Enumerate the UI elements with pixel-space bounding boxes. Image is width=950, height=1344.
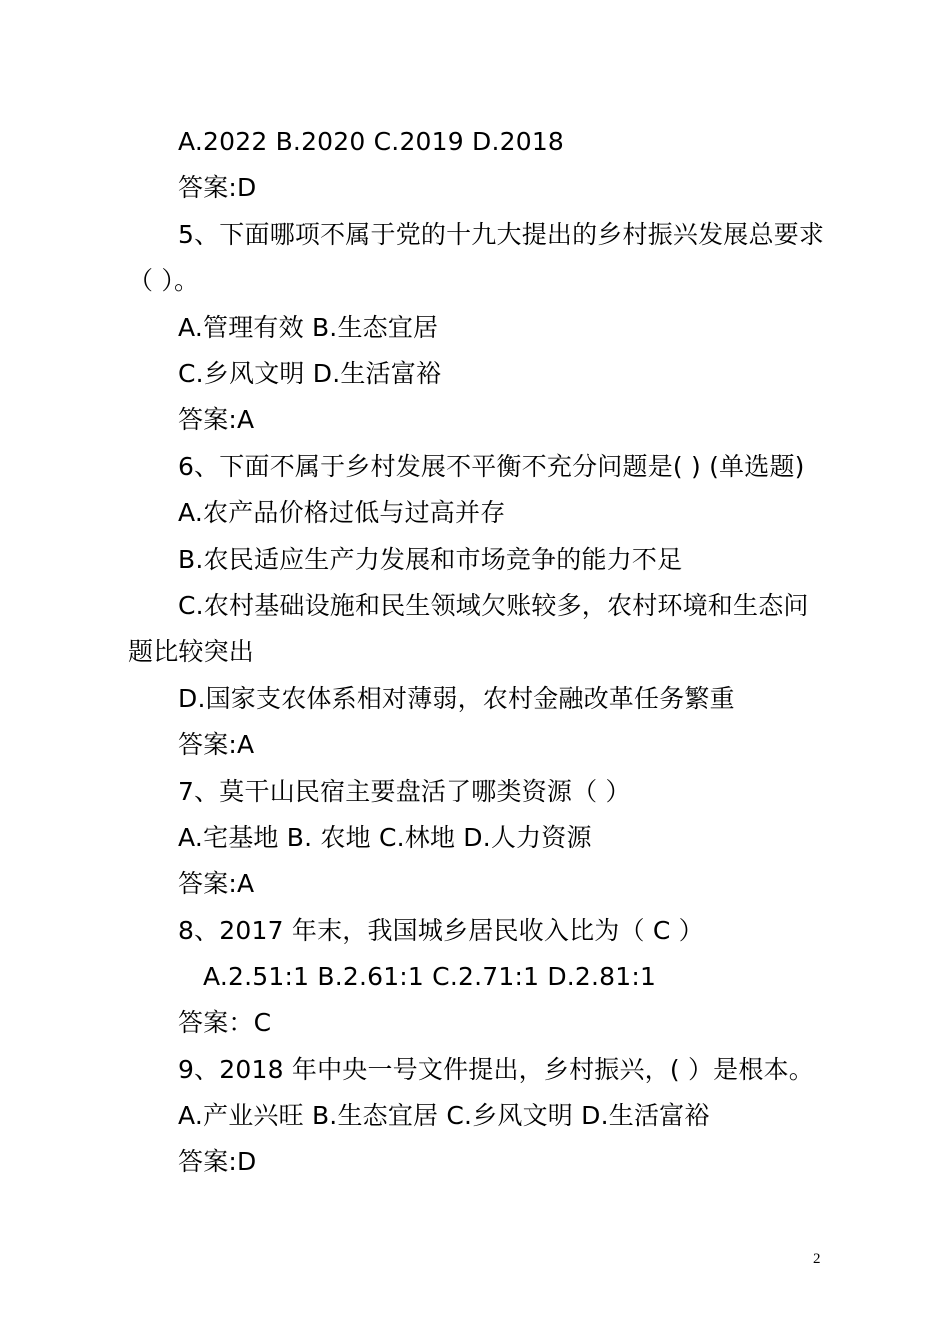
q9-options: A.产业兴旺 B.生态宜居 C.乡风文明 D.生活富裕	[178, 1101, 710, 1130]
q8-options: A.2.51:1 B.2.61:1 C.2.71:1 D.2.81:1	[203, 962, 657, 991]
q5-options-a-b: A.管理有效 B.生态宜居	[178, 313, 439, 342]
q8-answer: 答案：C	[178, 1008, 272, 1037]
q6-question: 6、下面不属于乡村发展不平衡不充分问题是( ) (单选题)	[178, 452, 805, 481]
q6-answer: 答案:A	[178, 730, 255, 759]
q8-question: 8、2017 年末，我国城乡居民收入比为（ C ）	[178, 916, 704, 945]
q6-option-c: C.农村基础设施和民生领域欠账较多，农村环境和生态问	[178, 591, 809, 620]
q7-options: A.宅基地 B. 农地 C.林地 D.人力资源	[178, 823, 592, 852]
q7-question: 7、莫干山民宿主要盘活了哪类资源（ ）	[178, 777, 631, 806]
page-number: 2	[813, 1251, 821, 1267]
q6-option-a: A.农产品价格过低与过高并存	[178, 498, 506, 527]
q6-option-c-continued: 题比较突出	[128, 637, 255, 666]
q5-question: 5、下面哪项不属于党的十九大提出的乡村振兴发展总要求	[178, 220, 825, 249]
q6-option-d: D.国家支农体系相对薄弱，农村金融改革任务繁重	[178, 684, 735, 713]
q9-question: 9、2018 年中央一号文件提出，乡村振兴，( ）是根本。	[178, 1055, 814, 1084]
q5-question-continued: （ ）。	[128, 266, 200, 295]
q5-options-c-d: C.乡风文明 D.生活富裕	[178, 359, 442, 388]
q5-answer: 答案:A	[178, 405, 255, 434]
q7-answer: 答案:A	[178, 869, 255, 898]
q4-options: A.2022 B.2020 C.2019 D.2018	[178, 127, 565, 156]
q9-answer: 答案:D	[178, 1147, 257, 1176]
q6-option-b: B.农民适应生产力发展和市场竞争的能力不足	[178, 545, 683, 574]
q4-answer: 答案:D	[178, 173, 257, 202]
